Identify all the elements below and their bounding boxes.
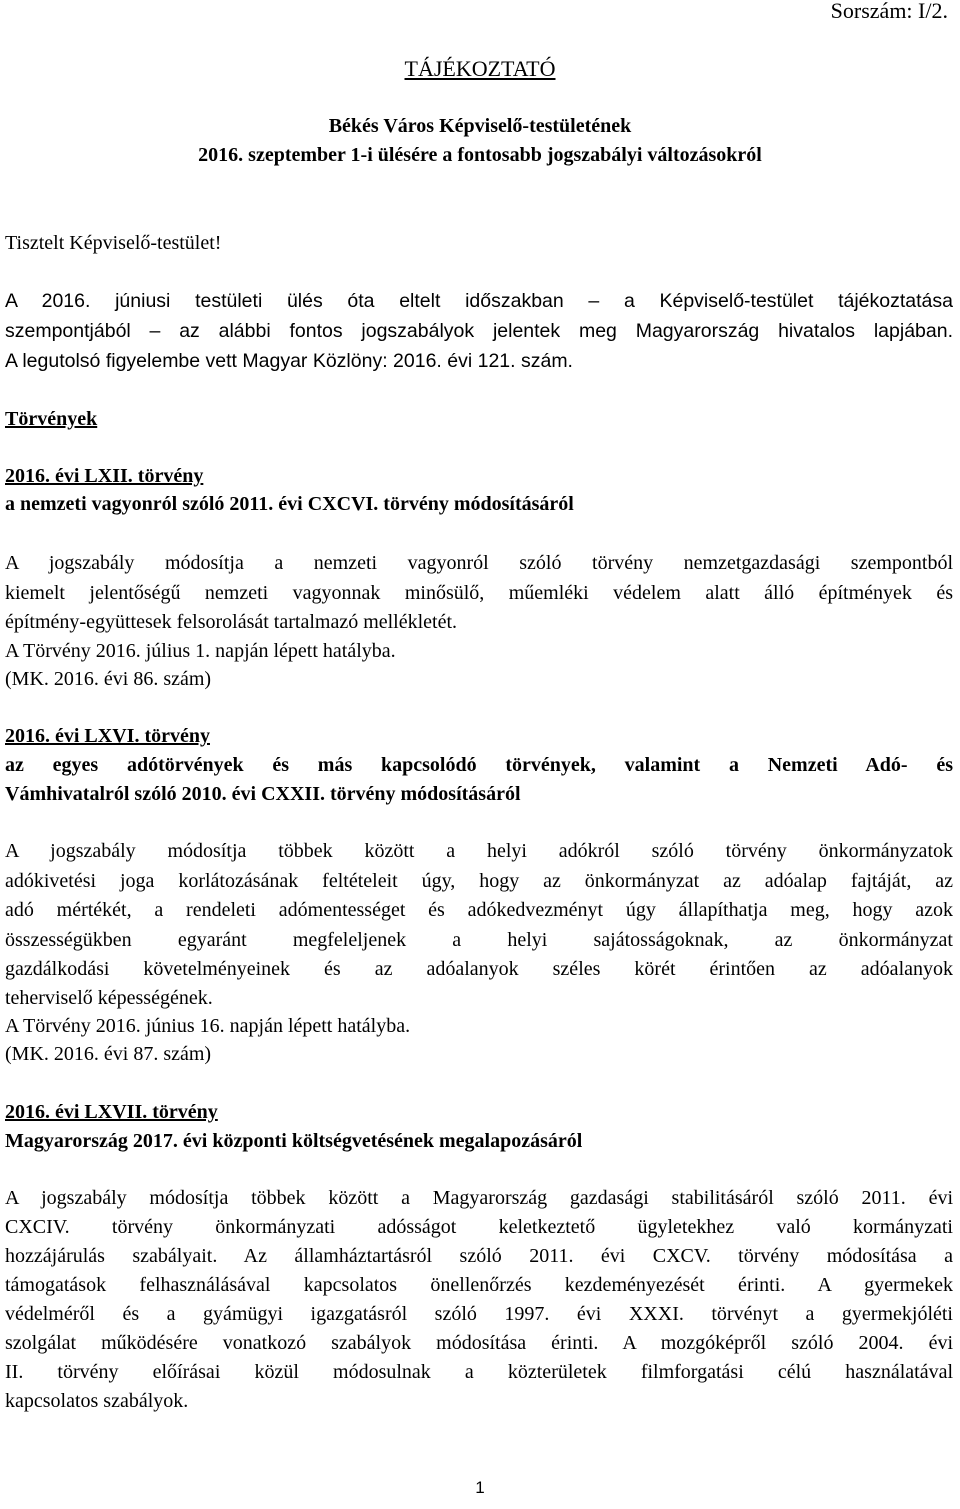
law-gazette-ref: (MK. 2016. évi 86. szám) <box>5 668 212 690</box>
law-body-line: CXCIV. törvény önkormányzati adósságot keletkeztető ügyletekhez való kormányzati <box>5 1216 953 1238</box>
intro-line: A 2016. júniusi testületi ülés óta eltelt időszakban – a Képviselő-testület tájékoztatása <box>5 290 953 312</box>
law-body-line: adó mértékét, a rendeleti adómentességet és adókedvezményt úgy állapíthatja meg, hogy azok <box>5 899 953 921</box>
law-body-line: összességükben egyaránt megfeleljenek a helyi sajátosságoknak, az önkormányzat <box>5 929 953 951</box>
document-subtitle-1: Békés Város Képviselő-testületének <box>328 115 632 137</box>
law-title: a nemzeti vagyonról szóló 2011. évi CXCVI. törvény módosításáról <box>5 493 574 515</box>
law-title: Magyarország 2017. évi központi költségvetésének megalapozásáról <box>5 1130 583 1152</box>
law-number: 2016. évi LXVI. törvény <box>5 725 210 747</box>
law-body-line: támogatások felhasználásával kapcsolatos önellenőrzés kezdeményezését érinti. A gyermekek <box>5 1274 953 1296</box>
page-number: 1 <box>475 1478 485 1497</box>
section-title: Törvények <box>5 408 98 430</box>
law-title: az egyes adótörvények és más kapcsolódó törvények, valamint a Nemzeti Adó- és <box>5 754 953 776</box>
law-body-line: szolgálat működésére vonatkozó szabályok módosítása érinti. A mozgóképről szóló 2004. évi <box>5 1332 953 1354</box>
law-effective-date: A Törvény 2016. június 16. napján lépett hatályba. <box>5 1015 411 1037</box>
law-body-line: teherviselő képességének. <box>5 987 213 1009</box>
law-body-line: II. törvény előírásai közül módosulnak a közterületek filmforgatási célú használatával <box>5 1361 953 1383</box>
greeting: Tisztelt Képviselő-testület! <box>5 232 222 254</box>
law-body-line: A jogszabály módosítja többek között a helyi adókról szóló törvény önkormányzatok <box>5 840 953 862</box>
law-body-line: hozzájárulás szabályait. Az államháztartásról szóló 2011. évi CXCV. törvény módosítása a <box>5 1245 953 1267</box>
law-body-line: kiemelt jelentőségű nemzeti vagyonnak minősülő, műemléki védelem alatt álló építmények és <box>5 582 953 604</box>
law-body-line: gazdálkodási követelményeinek és az adóalanyok széles körét érintően az adóalanyok <box>5 958 953 980</box>
document-title: TÁJÉKOZTATÓ <box>404 56 556 81</box>
law-body-line: kapcsolatos szabályok. <box>5 1390 189 1412</box>
serial-number: Sorszám: I/2. <box>830 0 948 23</box>
law-body-line: építmény-együttesek felsorolását tartalmazó mellékletét. <box>5 611 458 633</box>
law-body-line: A jogszabály módosítja a nemzeti vagyonról szóló törvény nemzetgazdasági szempontból <box>5 552 953 574</box>
law-body-line: védelméről és a gyámügyi igazgatásról szóló 1997. évi XXXI. törvényt a gyermekjóléti <box>5 1303 953 1325</box>
law-body-line: A jogszabály módosítja többek között a Magyarország gazdasági stabilitásáról szóló 2011. évi <box>5 1187 953 1209</box>
intro-line: A legutolsó figyelembe vett Magyar Közlöny: 2016. évi 121. szám. <box>5 350 573 372</box>
law-number: 2016. évi LXVII. törvény <box>5 1101 218 1123</box>
law-effective-date: A Törvény 2016. július 1. napján lépett hatályba. <box>5 640 396 662</box>
law-title: Vámhivatalról szóló 2010. évi CXXII. törvény módosításáról <box>5 783 521 805</box>
law-gazette-ref: (MK. 2016. évi 87. szám) <box>5 1043 212 1065</box>
law-body-line: adókivetési joga korlátozásának feltételeit úgy, hogy az önkormányzat az adóalap fajtáját, az <box>5 870 953 892</box>
law-number: 2016. évi LXII. törvény <box>5 465 204 487</box>
document-subtitle-2: 2016. szeptember 1-i ülésére a fontosabb jogszabályi változásokról <box>198 144 762 166</box>
intro-line: szempontjából – az alábbi fontos jogszabályok jelentek meg Magyarország hivatalos lapjában. <box>5 320 953 342</box>
